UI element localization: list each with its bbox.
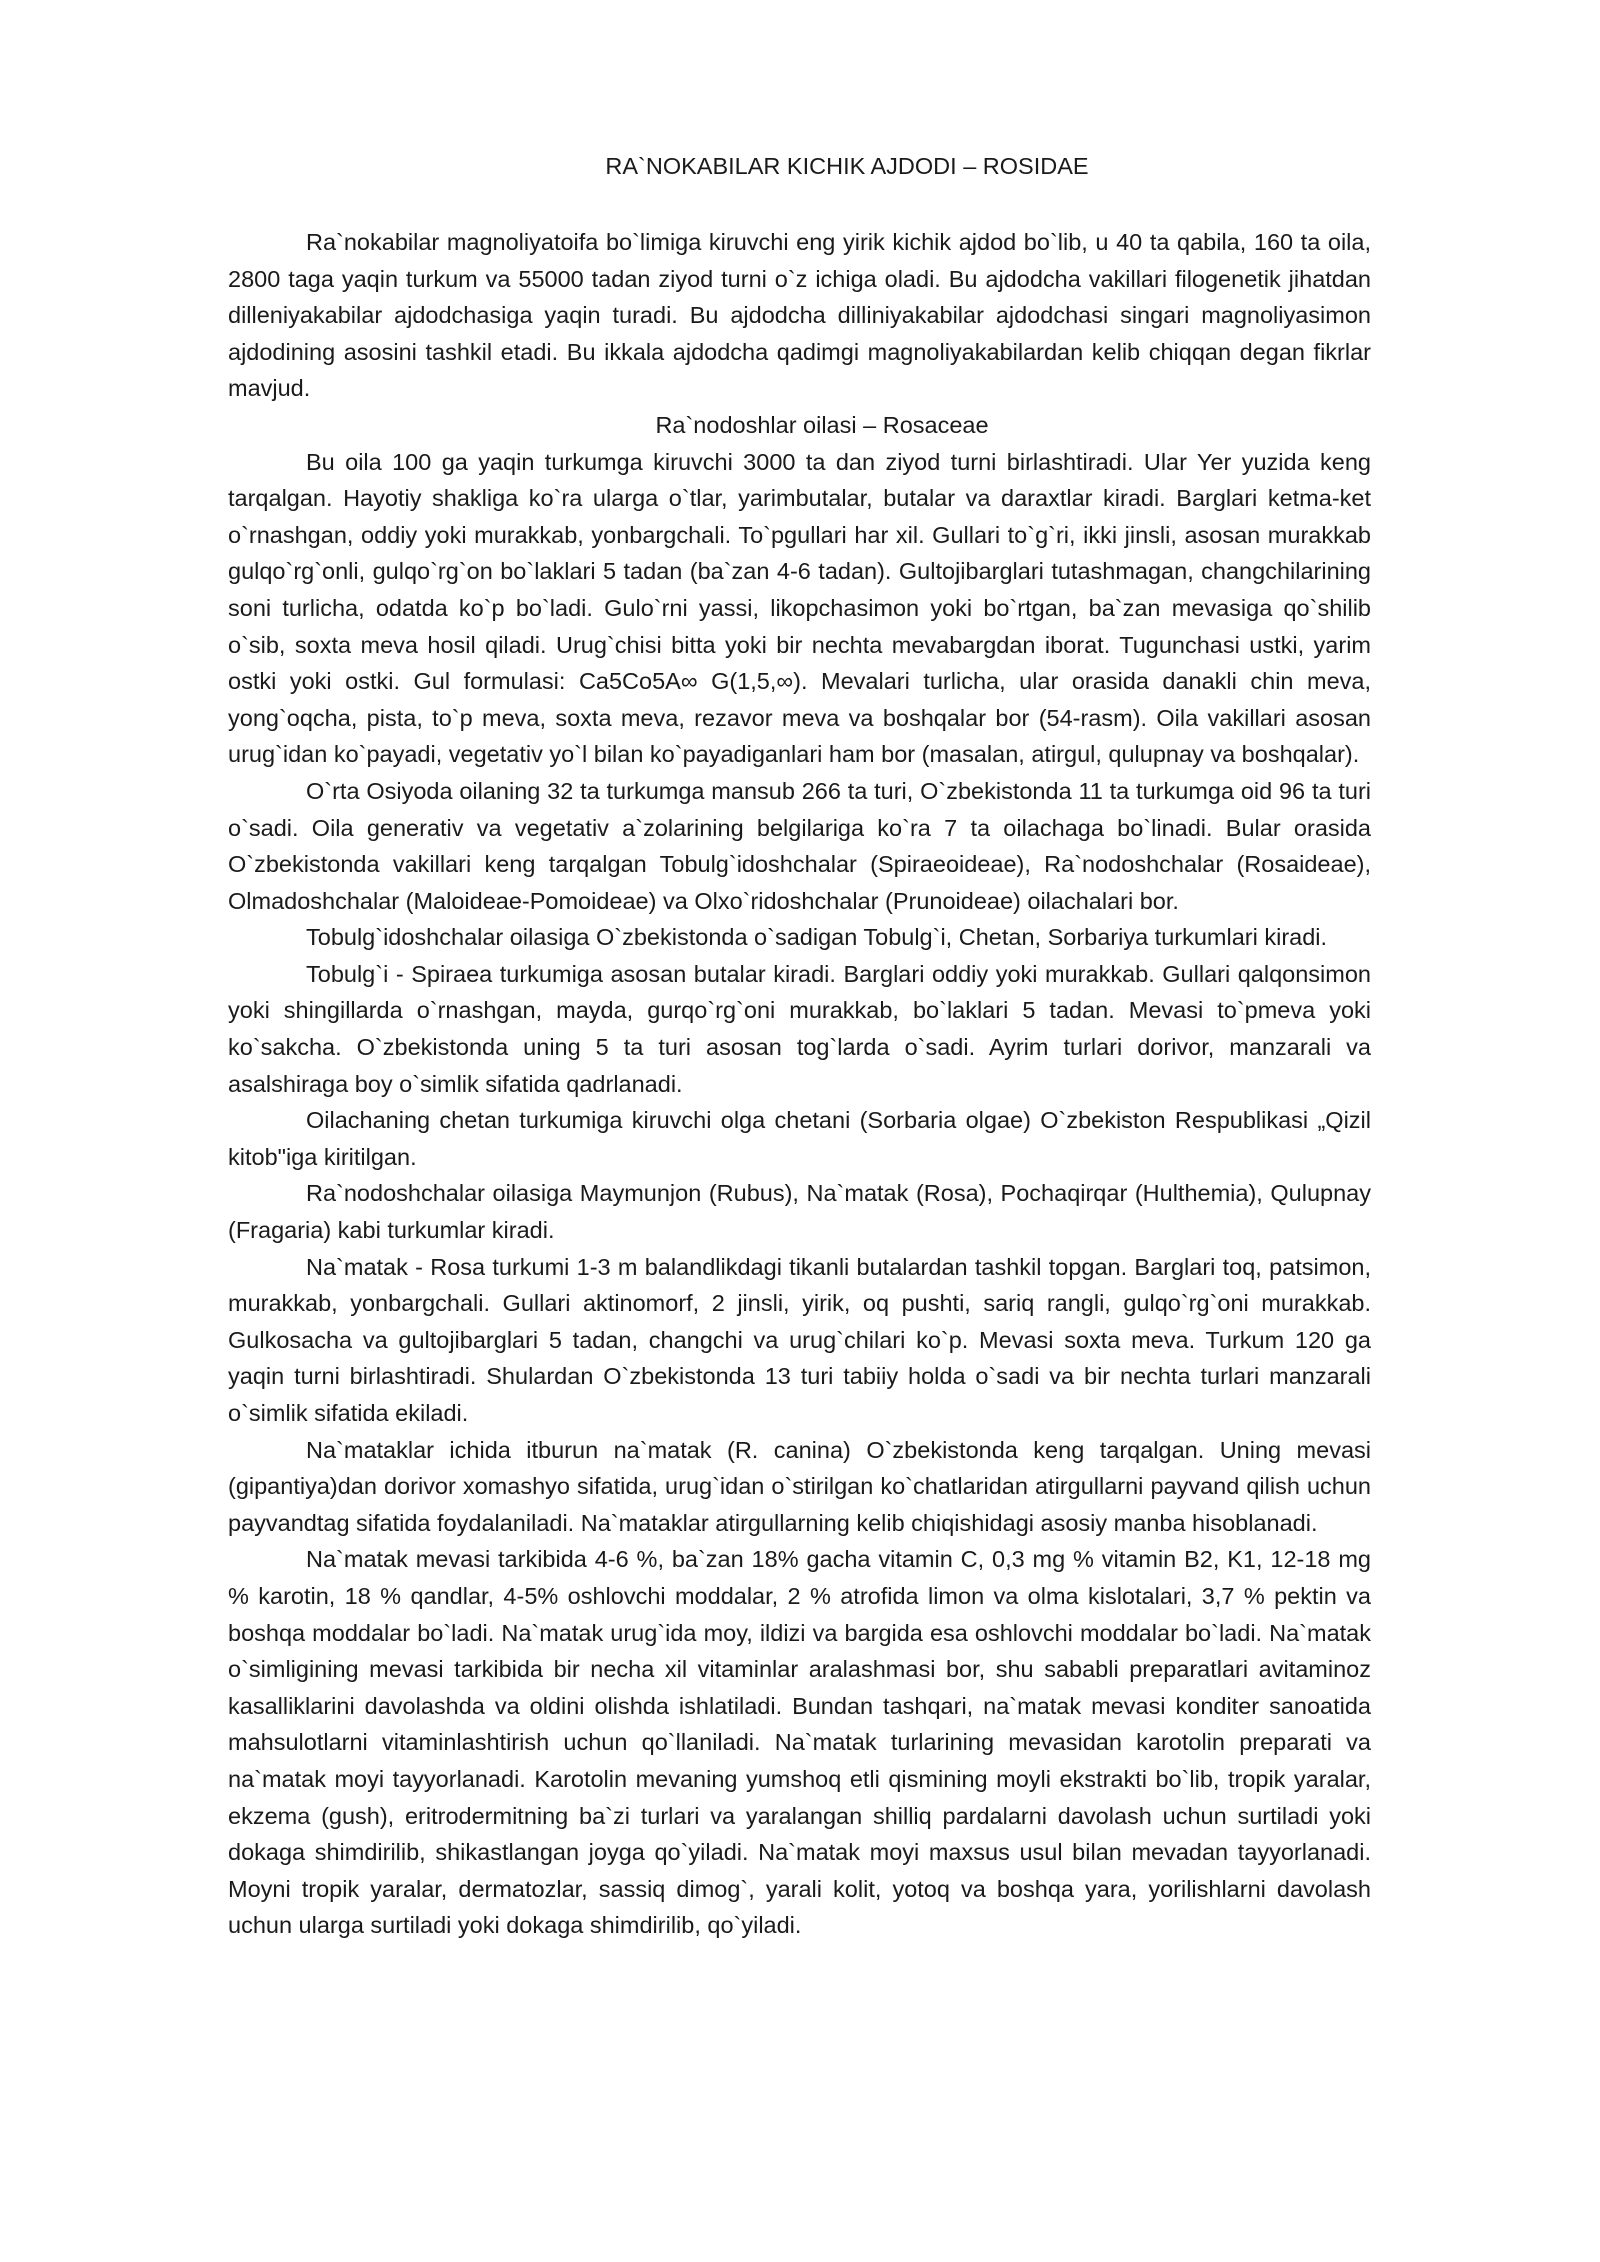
paragraph-rosa: Na`matak - Rosa turkumi 1-3 m balandlikdagi tikanli butalardan tashkil topgan. Barglari toq, patsimon, murakkab, yonbargchali. Gullari aktinomorf, 2 jinsli, yirik, oq pushti, sariq rangli, gulqo`rg`oni murakkab. Gulkosacha va gultojibarglari 5 tadan, changchi va urug`chilari ko`p. Mevasi soxta meva. Turkum 120 ga yaqin turni birlashtiradi. Shulardan O`zbekistonda 13 turi tabiiy holda o`sadi va bir nechta turlari manzarali o`simlik sifatida ekiladi.: [228, 1253, 1371, 1426]
paragraph-spiraeoideae: Tobulg`idoshchalar oilasiga O`zbekistonda o`sadigan Tobulg`i, Chetan, Sorbariya turkumlari kiradi.: [306, 924, 1328, 951]
document-title: RA`NOKABILAR KICHIK AJDODI – ROSIDAE: [605, 153, 1089, 179]
paragraph-central-asia: O`rta Osiyoda oilaning 32 ta turkumga mansub 266 ta turi, O`zbekistonda 11 ta turkumga oid 96 ta turi o`sadi. Oila generativ va vegetativ a`zolarining belgilariga ko`ra 7 ta oilachaga bo`linadi. Bular orasida O`zbekistonda vakillari keng tarqalgan Tobulg`idoshchalar (Spiraeoideae), Ra`nodoshchalar (Rosaideae), Olmadoshchalar (Maloideae-Pomoideae) va Olxo`ridoshchalar (Prunoideae) oilachalari bor.: [228, 777, 1371, 914]
paragraph-spiraea: Tobulg`i - Spiraea turkumiga asosan butalar kiradi. Barglari oddiy yoki murakkab. Gullari qalqonsimon yoki shingillarda o`rnashgan, mayda, gurqo`rg`oni murakkab, bo`laklari 5 tadan. Mevasi to`pmeva yoki ko`sakcha. O`zbekistonda uning 5 ta turi asosan tog`larda o`sadi. Ayrim turlari dorivor, manzarali va asalshiraga boy o`simlik sifatida qadrlanadi.: [228, 960, 1371, 1097]
paragraph-family-description: Bu oila 100 ga yaqin turkumga kiruvchi 3000 ta dan ziyod turni birlashtiradi. Ular Yer yuzida keng tarqalgan. Hayotiy shakliga ko`ra ularga o`tlar, yarimbutalar, butalar va daraxtlar kiradi. Barglari ketma-ket o`rnashgan, oddiy yoki murakkab, yonbargchali. To`pgullari har xil. Gullari to`g`ri, ikki jinsli, asosan murakkab gulqo`rg`onli, gulqo`rg`on bo`laklari 5 tadan (ba`zan 4-6 tadan). Gultojibarglari tutashmagan, changchilarining soni turlicha, odatda ko`p bo`ladi. Gulo`rni yassi, likopchasimon yoki bo`rtgan, ba`zan mevasiga qo`shilib o`sib, soxta meva hosil qiladi. Urug`chisi bitta yoki bir nechta mevabargdan iborat. Tugunchasi ustki, yarim ostki yoki ostki. Gul formulasi: Ca5Co5A∞ G(1,5,∞). Mevalari turlicha, ular orasida danakli chin meva, yong`oqcha, pista, to`p meva, soxta meva, rezavor meva va boshqalar bor (54-rasm). Oila vakillari asosan urug`idan ko`payadi, vegetativ yo`l bilan ko`payadiganlari ham bor (masalan, atirgul, qulupnay va boshqalar).: [228, 448, 1371, 768]
paragraph-sorbaria: Oilachaning chetan turkumiga kiruvchi olga chetani (Sorbaria olgae) O`zbekiston Respublikasi „Qizil kitob"iga kiritilgan.: [228, 1107, 1371, 1170]
document-page: [228, 148, 1371, 1944]
paragraph-rosaideae: Ra`nodoshchalar oilasiga Maymunjon (Rubus), Na`matak (Rosa), Pochaqirqar (Hulthemia), Qulupnay (Fragaria) kabi turkumlar kiradi.: [228, 1180, 1371, 1244]
paragraph-rosa-canina: Na`mataklar ichida itburun na`matak (R. canina) O`zbekistonda keng tarqalgan. Uning mevasi (gipantiya)dan dorivor xomashyo sifatida, urug`idan o`stirilgan ko`chatlaridan atirgullarni payvand qilish uchun payvandtag sifatida foydalaniladi. Na`mataklar atirgullarning kelib chiqishidagi asosiy manba hisoblanadi.: [228, 1436, 1371, 1536]
section-heading: Ra`nodoshlar oilasi – Rosaceae: [655, 411, 989, 438]
intro-paragraph: Ra`nokabilar magnoliyatoifa bo`limiga kiruvchi eng yirik kichik ajdod bo`lib, u 40 ta qabila, 160 ta oila, 2800 taga yaqin turkum va 55000 tadan ziyod turni o`z ichiga oladi. Bu ajdodcha vakillari filogenetik jihatdan dilleniyakabilar ajdodchasiga yaqin turadi. Bu ajdodcha dilliniyakabilar ajdodchasi singari magnoliyasimon ajdodining asosini tashkil etadi. Bu ikkala ajdodcha qadimgi magnoliyakabilardan kelib chiqqan degan fikrlar mavjud.: [228, 229, 1371, 402]
paragraph-rosa-composition: Na`matak mevasi tarkibida 4-6 %, ba`zan 18% gacha vitamin C, 0,3 mg % vitamin B2, K1, 12-18 mg % karotin, 18 % qandlar, 4-5% oshlovchi moddalar, 2 % atrofida limon va olma kislotalari, 3,7 % pektin va boshqa moddalar bo`ladi. Na`matak urug`ida moy, ildizi va bargida esa oshlovchi moddalar bo`ladi. Na`matak o`simligining mevasi tarkibida bir necha xil vitaminlar aralashmasi bor, shu sababli preparatlari avitaminoz kasalliklarini davolashda va oldini olishda ishlatiladi. Bundan tashqari, na`matak mevasi konditer sanoatida mahsulotlarni vitaminlashtirish uchun qo`llaniladi. Na`matak turlarining mevasidan karotolin preparati va na`matak moyi tayyorlanadi. Karotolin mevaning yumshoq etli qismining moyli ekstrakti bo`lib, tropik yaralar, ekzema (gush), eritrodermitning ba`zi turlari va yaralangan shilliq pardalarni davolash uchun surtiladi yoki dokaga shimdirilib, shikastlangan joyga qo`yiladi. Na`matak moyi maxsus usul bilan mevadan tayyorlanadi. Moyni tropik yaralar, dermatozlar, sassiq dimog`, yarali kolit, yotoq va boshqa yara, yorilishlarni davolash uchun ularga surtiladi yoki dokaga shimdirilib, qo`yiladi.: [228, 1546, 1371, 1939]
